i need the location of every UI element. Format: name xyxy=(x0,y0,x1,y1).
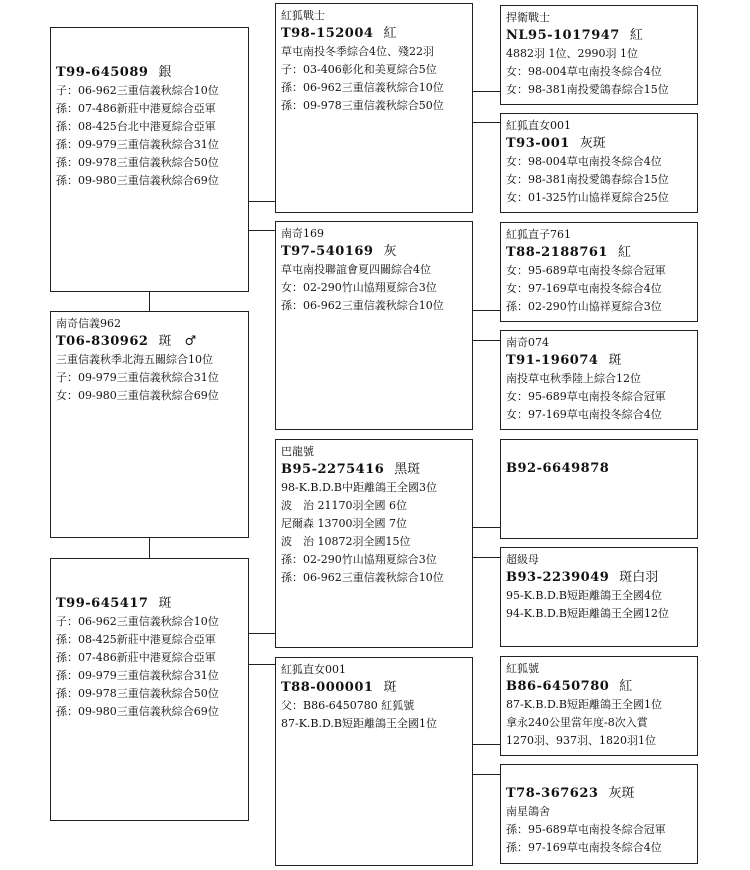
connector-line xyxy=(473,91,500,92)
record-line: 女：98-004草屯南投冬綜合4位 xyxy=(506,65,662,78)
pigeon-card-dam xyxy=(275,221,473,430)
pigeon-card-dam2 xyxy=(275,657,473,866)
pigeon-card-gg7 xyxy=(500,656,698,756)
record-line: 女：98-004草屯南投冬綜合4位 xyxy=(506,155,662,168)
record-line: 95-K.B.D.B短距離鴿王全國4位 xyxy=(506,589,663,602)
pigeon-name: 紅狐直女001 xyxy=(506,119,571,132)
record-line: 87-K.B.D.B短距離鴿王全國1位 xyxy=(506,698,663,711)
record-line: 孫：09-978三重信義秋綜合50位 xyxy=(56,156,219,169)
plumage-color: 斑白羽 xyxy=(619,570,659,585)
ring-number: B95-2275416 xyxy=(281,462,385,477)
connector-line xyxy=(473,310,500,311)
pigeon-card-gg5 xyxy=(500,439,698,539)
ring-number: NL95-1017947 xyxy=(506,28,620,43)
pigeon-card-gg2 xyxy=(500,113,698,213)
pigeon-card-mid xyxy=(50,311,249,538)
record-line: 孫：08-425台北中港夏綜合亞軍 xyxy=(56,120,216,133)
record-line: 98-K.B.D.B中距離鴿王全國3位 xyxy=(281,481,438,494)
plumage-color: 斑 xyxy=(608,353,622,368)
record-line: 波 治 21170羽全國 6位 xyxy=(281,499,407,512)
record-line: 孫：97-169草屯南投冬綜合4位 xyxy=(506,841,662,854)
pigeon-name: 紅狐戰士 xyxy=(281,9,325,22)
record-line: 孫：09-978三重信義秋綜合50位 xyxy=(56,687,219,700)
pigeon-card-sire xyxy=(275,3,473,213)
ring-line xyxy=(506,352,692,370)
ring-line xyxy=(281,243,467,261)
plumage-color: 紅 xyxy=(629,28,643,43)
ring-number: T97-540169 xyxy=(281,244,374,259)
connector-line xyxy=(473,122,500,123)
pigeon-card-gg8 xyxy=(500,764,698,864)
record-line: 孫：06-962三重信義秋綜合10位 xyxy=(281,299,444,312)
pigeon-name: 超級母 xyxy=(506,553,539,566)
pigeon-card-gg1 xyxy=(500,5,698,105)
pigeon-name: 南奇信義962 xyxy=(56,317,121,330)
ring-line xyxy=(506,135,692,153)
ring-line xyxy=(56,64,243,82)
record-line: 拿永240公里當年度-8次入賞 xyxy=(506,716,648,729)
ring-line xyxy=(56,595,243,613)
ring-line xyxy=(281,25,467,43)
plumage-color: 紅 xyxy=(617,245,631,260)
connector-line xyxy=(473,744,500,745)
connector-line xyxy=(473,527,500,528)
record-line: 孫：95-689草屯南投冬綜合冠軍 xyxy=(506,823,666,836)
ring-line xyxy=(281,679,467,697)
ring-number: B92-6649878 xyxy=(506,461,610,476)
record-line: 孫：02-290竹山協翔夏綜合3位 xyxy=(281,553,437,566)
record-line: 孫：07-486新莊中港夏綜合亞軍 xyxy=(56,651,216,664)
pigeon-name: 紅狐直子761 xyxy=(506,228,571,241)
record-line: 三重信義秋季北海五關綜合10位 xyxy=(56,353,213,366)
plumage-color: 銀 xyxy=(158,65,172,80)
pigeon-card-bottom xyxy=(50,558,249,821)
record-line: 草屯南投冬季綜合4位、殘22羽 xyxy=(281,45,434,58)
record-line: 女：98-381南投愛鴿春綜合15位 xyxy=(506,83,669,96)
plumage-color: 斑 ♂ xyxy=(158,334,197,349)
record-line: 父：B86-6450780 紅狐號 xyxy=(281,699,415,712)
record-line: 女：97-169草屯南投冬綜合4位 xyxy=(506,408,662,421)
pigeon-card-top xyxy=(50,27,249,292)
ring-number: T88-2188761 xyxy=(506,245,608,260)
record-line: 孫：06-962三重信義秋綜合10位 xyxy=(281,571,444,584)
pigeon-name: 南奇074 xyxy=(506,336,549,349)
ring-number: T88-000001 xyxy=(281,680,374,695)
pigeon-name: 紅狐號 xyxy=(506,662,539,675)
record-line: 南星鴿舍 xyxy=(506,805,550,818)
record-line: 孫：09-978三重信義秋綜合50位 xyxy=(281,99,444,112)
connector-line xyxy=(249,664,275,665)
connector-line xyxy=(473,774,500,775)
plumage-color: 灰斑 xyxy=(579,136,606,151)
record-line: 女：97-169草屯南投冬綜合4位 xyxy=(506,282,662,295)
record-line: 87-K.B.D.B短距離鴿王全國1位 xyxy=(281,717,438,730)
record-line: 子：03-406彰化和美夏綜合5位 xyxy=(281,63,437,76)
plumage-color: 斑 xyxy=(383,680,397,695)
ring-line xyxy=(506,785,692,803)
ring-line xyxy=(56,333,243,351)
connector-line xyxy=(249,201,275,202)
record-line: 草屯南投聯誼會夏四關綜合4位 xyxy=(281,263,431,276)
record-line: 女：02-290竹山協翔夏綜合3位 xyxy=(281,281,437,294)
ring-line xyxy=(281,461,467,479)
connector-line xyxy=(473,557,500,558)
record-line: 子：06-962三重信義秋綜合10位 xyxy=(56,84,219,97)
connector-line xyxy=(149,538,150,558)
record-line: 孫：09-980三重信義秋綜合69位 xyxy=(56,174,219,187)
ring-number: B86-6450780 xyxy=(506,679,610,694)
plumage-color: 黑斑 xyxy=(394,462,421,477)
record-line: 波 治 10872羽全國15位 xyxy=(281,535,411,548)
record-line: 尼爾森 13700羽全國 7位 xyxy=(281,517,407,530)
record-line: 孫：09-979三重信義秋綜合31位 xyxy=(56,138,219,151)
pigeon-card-gg3 xyxy=(500,222,698,322)
plumage-color: 紅 xyxy=(383,26,397,41)
record-line: 94-K.B.D.B短距離鴿王全國12位 xyxy=(506,607,670,620)
record-line: 4882羽 1位、2990羽 1位 xyxy=(506,47,638,60)
record-line: 1270羽、937羽、1820羽1位 xyxy=(506,734,656,747)
ring-number: T91-196074 xyxy=(506,353,599,368)
record-line: 孫：09-980三重信義秋綜合69位 xyxy=(56,705,219,718)
pigeon-name: 巴龍號 xyxy=(281,445,314,458)
connector-line xyxy=(249,633,275,634)
pigeon-card-gg6 xyxy=(500,547,698,647)
pigeon-card-sire2 xyxy=(275,439,473,648)
record-line: 女：95-689草屯南投冬綜合冠軍 xyxy=(506,390,666,403)
ring-number: T99-645417 xyxy=(56,596,149,611)
ring-line xyxy=(506,569,692,587)
record-line: 孫：02-290竹山協祥夏綜合3位 xyxy=(506,300,662,313)
connector-line xyxy=(149,292,150,311)
ring-line xyxy=(506,460,692,478)
record-line: 子：09-979三重信義秋綜合31位 xyxy=(56,371,219,384)
record-line: 女：98-381南投愛鴿春綜合15位 xyxy=(506,173,669,186)
pigeon-card-gg4 xyxy=(500,330,698,430)
pigeon-name: 捍衛戰士 xyxy=(506,11,550,24)
record-line: 南投草屯秋季陸上綜合12位 xyxy=(506,372,641,385)
connector-line xyxy=(473,340,500,341)
record-line: 女：01-325竹山協祥夏綜合25位 xyxy=(506,191,669,204)
connector-line xyxy=(249,230,275,231)
ring-line xyxy=(506,244,692,262)
record-line: 孫：08-425新莊中港夏綜合亞軍 xyxy=(56,633,216,646)
plumage-color: 灰 xyxy=(383,244,397,259)
ring-number: T06-830962 xyxy=(56,334,149,349)
record-line: 女：95-689草屯南投冬綜合冠軍 xyxy=(506,264,666,277)
plumage-color: 灰斑 xyxy=(608,786,635,801)
ring-number: T99-645089 xyxy=(56,65,149,80)
record-line: 孫：06-962三重信義秋綜合10位 xyxy=(281,81,444,94)
ring-line xyxy=(506,27,692,45)
pigeon-name: 南奇169 xyxy=(281,227,324,240)
ring-number: T78-367623 xyxy=(506,786,599,801)
record-line: 子：06-962三重信義秋綜合10位 xyxy=(56,615,219,628)
plumage-color: 紅 xyxy=(619,679,633,694)
ring-number: T93-001 xyxy=(506,136,570,151)
ring-number: B93-2239049 xyxy=(506,570,610,585)
plumage-color: 斑 xyxy=(158,596,172,611)
pigeon-name: 紅狐直女001 xyxy=(281,663,346,676)
record-line: 女：09-980三重信義秋綜合69位 xyxy=(56,389,219,402)
record-line: 孫：07-486新莊中港夏綜合亞軍 xyxy=(56,102,216,115)
ring-line xyxy=(506,678,692,696)
record-line: 孫：09-979三重信義秋綜合31位 xyxy=(56,669,219,682)
ring-number: T98-152004 xyxy=(281,26,374,41)
